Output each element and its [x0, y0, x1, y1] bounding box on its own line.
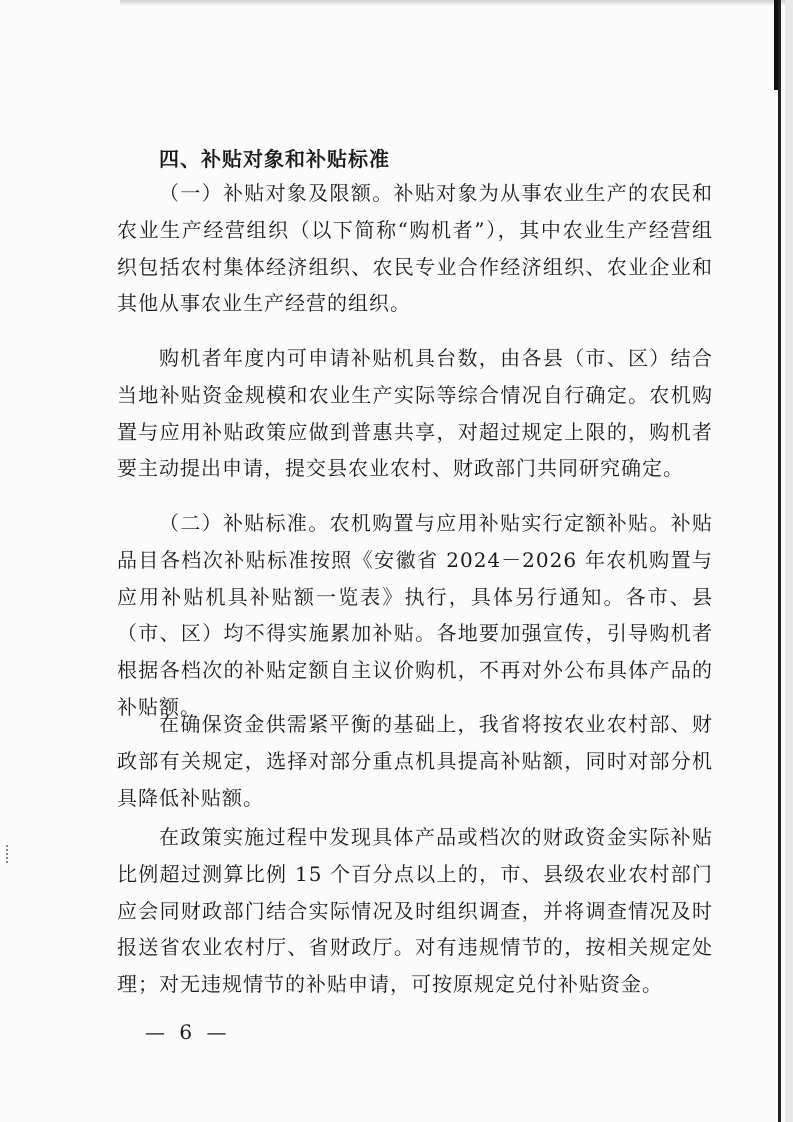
paragraph-purchase-quota: 购机者年度内可申请补贴机具台数，由各县（市、区）结合当地补贴资金规模和农业生产实际等综合情况自行确定。农机购置与应用补贴政策应做到普惠共享，对超过规定上限的，购机者要主动提出申请，提交县农业农村、财政部门共同研究确定。 — [117, 346, 713, 481]
section-heading: 四、补贴对象和补贴标准 — [159, 147, 390, 171]
paragraph-investigation: 在政策实施过程中发现具体产品或档次的财政资金实际补贴比例超过测算比例 15 个百分点以上的，市、县级农业农村部门应会同财政部门结合实际情况及时组织调查，并将调查情况及时报送省农业农村厅、省财政厅。对有违规情节的，按相关规定处理；对无违规情节的补贴申请，可按原规定兑付补贴资金。 — [117, 825, 713, 997]
scan-right-edge — [785, 0, 793, 1122]
paragraph-subsidy-targets: （一）补贴对象及限额。补贴对象为从事农业生产的农民和农业生产经营组织（以下简称“购机者”），其中农业生产经营组织包括农村集体经济组织、农民专业合作经济组织、农业企业和其他从事农业生产经营的组织。 — [117, 181, 713, 316]
page-number: — 6 — — [145, 1020, 231, 1044]
scan-binding-mark — [774, 0, 778, 90]
scan-margin-dots — [6, 845, 10, 863]
paragraph-subsidy-adjustment: 在确保资金供需紧平衡的基础上，我省将按农业农村部、财政部有关规定，选择对部分重点机具提高补贴额，同时对部分机具降低补贴额。 — [117, 712, 713, 810]
scan-top-shadow — [120, 0, 793, 6]
paragraph-subsidy-standard: （二）补贴标准。农机购置与应用补贴实行定额补贴。补贴品目各档次补贴标准按照《安徽省 2024－2026 年农机购置与应用补贴机具补贴额一览表》执行，具体另行通知。各市、县（市、区）均不得实施累加补贴。各地要加强宣传，引导购机者根据各档次的补贴定额自主议价购机，不再对外公布具体产品的补贴额。 — [117, 511, 713, 719]
scan-binding-line — [778, 0, 781, 1122]
